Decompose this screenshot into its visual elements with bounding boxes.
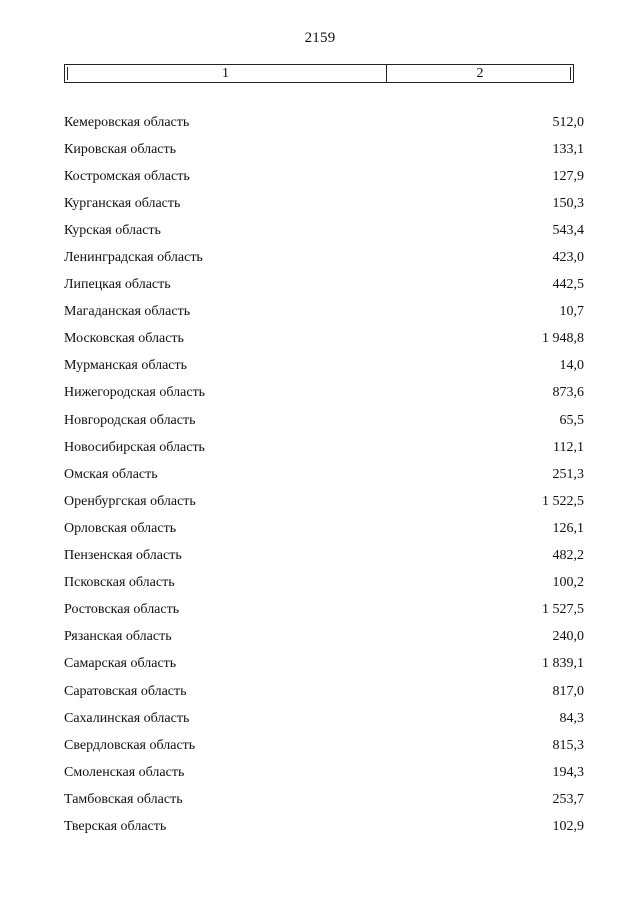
table-row [64,244,584,271]
region-value: 133,1 [552,141,584,157]
region-value: 10,7 [559,304,584,320]
region-value-list [64,109,584,841]
region-value: 543,4 [552,222,584,238]
table-row [64,353,584,380]
region-value: 253,7 [552,791,584,807]
table-row [64,190,584,217]
table-row [64,163,584,190]
table-row [64,678,584,705]
region-name: Новосибирская область [64,439,205,455]
table-header [64,64,574,83]
region-name: Курская область [64,222,161,238]
region-value: 1 839,1 [542,656,584,672]
region-value: 1 527,5 [542,602,584,618]
region-name: Ленинградская область [64,250,203,266]
table-row [64,705,584,732]
region-value: 423,0 [552,250,584,266]
region-name: Новгородская область [64,412,196,428]
region-name: Свердловская область [64,737,196,753]
region-value: 112,1 [553,439,584,455]
column-header-2: 2 [476,65,484,81]
region-name: Рязанская область [64,629,172,645]
region-value: 194,3 [552,764,584,780]
region-value: 65,5 [559,412,584,428]
region-name: Кемеровская область [64,114,190,130]
table-row [64,570,584,597]
table-row [64,407,584,434]
region-value: 1 948,8 [542,331,584,347]
region-value: 126,1 [552,520,584,536]
region-name: Кировская область [64,141,177,157]
region-value: 1 522,5 [542,493,584,509]
page-number: 2159 [304,30,336,46]
region-value: 442,5 [552,277,584,293]
region-name: Самарская область [64,656,177,672]
region-name: Сахалинская область [64,710,190,726]
region-value: 100,2 [552,575,584,591]
region-name: Смоленская область [64,764,185,780]
region-name: Оренбургская область [64,493,196,509]
region-value: 84,3 [559,710,584,726]
table-row [64,732,584,759]
table-row [64,299,584,326]
region-name: Ростовская область [64,602,180,618]
table-row [64,136,584,163]
region-value: 815,3 [552,737,584,753]
region-name: Пензенская область [64,548,182,564]
region-value: 512,0 [552,114,584,130]
table-row [64,624,584,651]
region-name: Орловская область [64,520,177,536]
region-value: 817,0 [552,683,584,699]
column-header-1: 1 [65,65,387,82]
region-name: Липецкая область [64,277,171,293]
region-name: Курганская область [64,195,181,211]
region-value: 14,0 [559,358,584,374]
region-name: Магаданская область [64,304,191,320]
region-name: Саратовская область [64,683,187,699]
table-row [64,813,584,840]
region-value: 251,3 [552,466,584,482]
table-row [64,515,584,542]
region-value: 102,9 [552,818,584,834]
region-name: Московская область [64,331,184,347]
region-name: Омская область [64,466,158,482]
table-row [64,272,584,299]
region-value: 873,6 [552,385,584,401]
table-row [64,109,584,136]
region-value: 482,2 [552,548,584,564]
table-row [64,651,584,678]
table-row [64,217,584,244]
region-name: Тверская область [64,818,167,834]
region-name: Нижегородская область [64,385,206,401]
region-value: 240,0 [552,629,584,645]
region-value: 150,3 [552,195,584,211]
region-name: Мурманская область [64,358,188,374]
table-row [64,759,584,786]
region-name: Псковская область [64,575,175,591]
table-row [64,597,584,624]
table-row [64,786,584,813]
table-row [64,488,584,515]
table-row [64,543,584,570]
table-row [64,380,584,407]
region-name: Тамбовская область [64,791,183,807]
region-name: Костромская область [64,168,190,184]
table-row [64,461,584,488]
region-value: 127,9 [552,168,584,184]
table-row [64,326,584,353]
table-row [64,434,584,461]
